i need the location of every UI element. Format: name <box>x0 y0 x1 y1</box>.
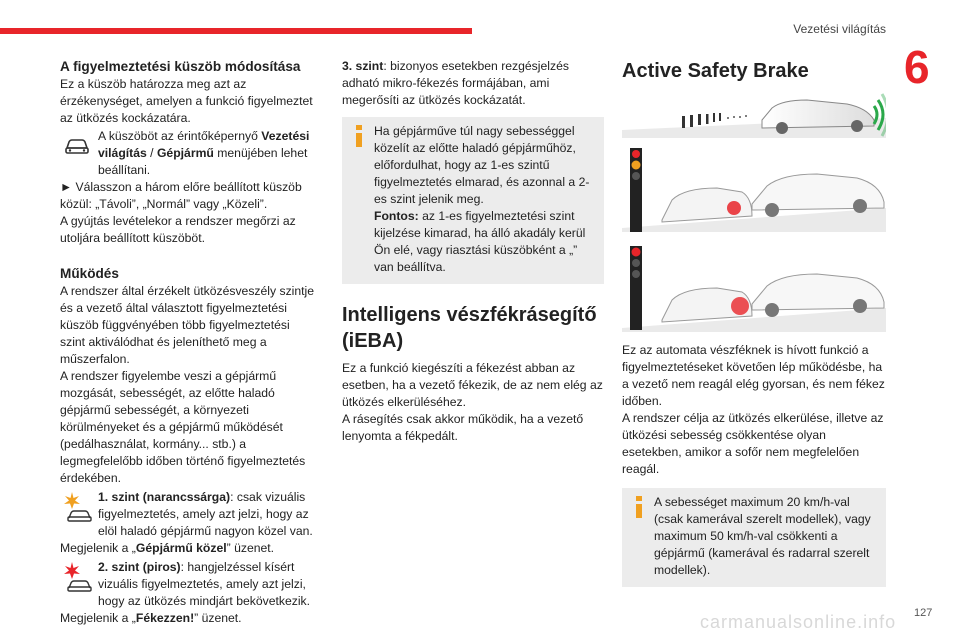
text: : hangjelzéssel kísért vizuális figyelmeztetés, amely azt jelzi, hogy az ütközés mindjárt bekövetkezik. <box>98 560 311 608</box>
collision-red-icon <box>60 560 94 594</box>
paragraph: Ez a küszöb határozza meg azt az érzékenységet, amelyen a funkció figyelmeztet az ütközés kockázatára. <box>60 77 313 125</box>
column-3 <box>622 58 886 84</box>
column-3-body <box>622 342 886 587</box>
car-settings-icon <box>60 129 94 163</box>
text: Megjelenik a „ <box>60 611 136 625</box>
heading-threshold: A figyelmeztetési küszöb módosítása <box>60 59 301 74</box>
watermark: carmanualsonline.info <box>700 612 897 632</box>
top-accent-bar <box>0 28 472 34</box>
info-icon <box>632 496 646 518</box>
note-emphasis: Fontos: <box>374 209 419 223</box>
settings-instruction <box>60 128 318 179</box>
page-number: 127 <box>914 607 933 619</box>
note-text: Ha gépjárműve túl nagy sebességgel közelít az előtte haladó gépjárműhöz, előfordulhat, hogy az 1-es szintű figyelmeztetés elmarad, és azonnal a 2-es szint jelenik meg. <box>374 124 590 206</box>
level-label: 1. szint (narancssárga) <box>98 490 231 504</box>
text: Megjelenik a „ <box>60 541 136 555</box>
text: : csak vizuális figyelmeztetés, amely azt jelzi, hogy az elöl haladó gépjármű nagyon közel van. <box>98 490 313 538</box>
menu-name: Vezetési világítás <box>98 129 310 160</box>
illustration-traffic-light-orange <box>622 146 886 232</box>
column-1 <box>60 58 318 627</box>
heading-operation: Működés <box>60 266 119 281</box>
info-icon <box>352 125 366 147</box>
info-note <box>342 117 604 284</box>
illustration-traffic-light-red <box>622 244 886 332</box>
heading-ieba: Intelligens vészfékrásegítő (iEBA) <box>342 304 597 352</box>
note-text: az 1-es figyelmeztetési szint kijelzése kimarad, ha álló akadály kerül Ön elé, vagy riasztási küszöbként a „” van beállítva. <box>374 209 586 274</box>
text: menüjében lehet beállítani. <box>98 146 308 177</box>
level-1-item <box>60 489 318 540</box>
text: ” üzenet. <box>194 611 242 625</box>
message-name: Fékezzen! <box>135 611 195 625</box>
section-title: Vezetési világítás <box>793 22 886 36</box>
paragraph: A rásegítés csak akkor működik, ha a vezető lenyomta a fékpedált. <box>342 412 584 443</box>
paragraph: A rendszer figyelembe veszi a gépjármű mozgását, sebességét, az előtte haladó gépjármű sebességét, a környezeti körülményeket és a gépjármű működését (pedálhasználat, kormány... stb.) a legmegfelelőbb időben történő figyelmeztetés érdekében. <box>60 369 306 485</box>
note-text: A sebességet maximum 20 km/h-val (csak kamerával szerelt modellek), vagy maximum 50 km/h-val csökkenti a gépjármű (kamerával és radarral szerelt modellek). <box>654 495 871 577</box>
message-name: Gépjármű közel <box>135 541 227 555</box>
illustration-car-approach <box>622 90 886 138</box>
text: A küszöböt az érintőképernyő <box>98 129 262 143</box>
menu-name: Gépjármű <box>156 146 214 160</box>
column-2 <box>342 58 604 445</box>
chapter-number: 6 <box>904 41 930 93</box>
paragraph: Ez az automata vészféknek is hívott funkció a figyelmeztetéseket követően lép működésbe, ha a vezető nem reagál elég gyorsan, és nem fékez időben. <box>622 343 885 408</box>
info-note <box>622 488 886 587</box>
paragraph: ► Válasszon a három előre beállított küszöb közül: „Távoli”, „Normál” vagy „Közeli”. <box>60 180 302 211</box>
text: / <box>146 146 157 160</box>
level-label: 2. szint (piros) <box>98 560 181 574</box>
paragraph: A rendszer által érzékelt ütközésveszély szintje és a vezető által választott figyelmeztetési küszöb függvényében több figyelmeztetési szint aktiválódhat és jeleníthető meg a műszerfalon. <box>60 284 315 366</box>
level-label: 3. szint <box>342 59 384 73</box>
paragraph: Ez a funkció kiegészíti a fékezést abban az esetben, ha a vezető fékezik, de az nem elég az ütközés elkerüléséhez. <box>342 361 603 409</box>
level-2-item <box>60 559 318 610</box>
text: ” üzenet. <box>226 541 275 555</box>
heading-asb: Active Safety Brake <box>622 60 809 82</box>
text: : bizonyos esetekben rezgésjelzés adható mikro-fékezés formájában, ami megerősíti az ütközés kockázatát. <box>342 59 569 107</box>
paragraph: A gyújtás levételekor a rendszer megőrzi az utoljára beállított küszöböt. <box>60 214 296 245</box>
paragraph: A rendszer célja az ütközés elkerülése, illetve az ütközési sebesség csökkentése olyan esetekben, amikor a sofőr nem megfelelően reagál. <box>622 411 884 476</box>
collision-orange-icon <box>60 490 94 524</box>
